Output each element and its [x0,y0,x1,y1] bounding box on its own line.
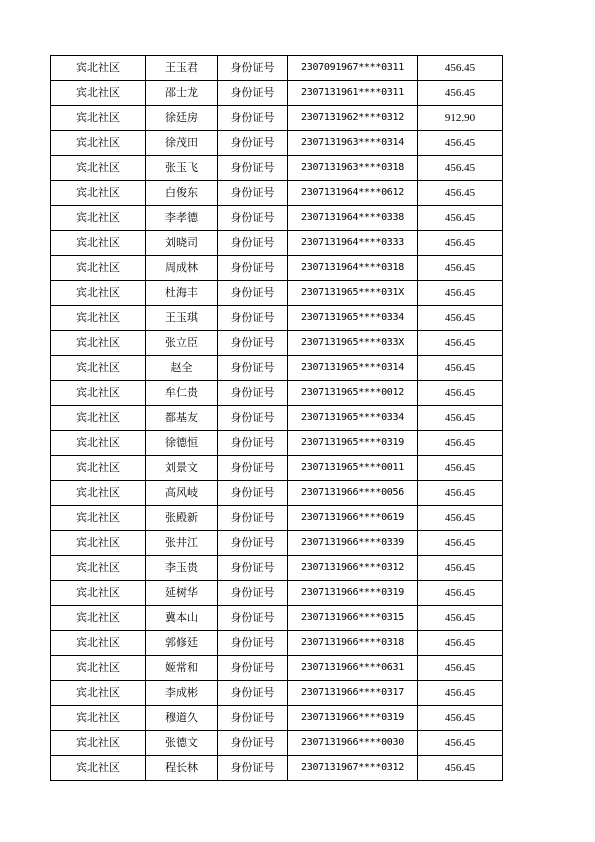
id-type-cell: 身份证号 [218,406,288,431]
table-row [51,731,503,756]
amount-cell: 456.45 [418,331,503,356]
name-cell: 刘晓司 [146,231,218,256]
id-number-cell: 2307131964****0338 [288,206,418,231]
id-type-cell: 身份证号 [218,606,288,631]
community-cell: 宾北社区 [51,206,146,231]
id-number-cell: 2307131967****0312 [288,756,418,781]
id-type-cell: 身份证号 [218,681,288,706]
amount-cell: 456.45 [418,231,503,256]
community-cell: 宾北社区 [51,306,146,331]
name-cell: 张殿新 [146,506,218,531]
community-cell: 宾北社区 [51,581,146,606]
name-cell: 延树华 [146,581,218,606]
community-cell: 宾北社区 [51,456,146,481]
table-row [51,106,503,131]
amount-cell: 456.45 [418,406,503,431]
name-cell: 邵士龙 [146,81,218,106]
community-cell: 宾北社区 [51,656,146,681]
amount-cell: 456.45 [418,556,503,581]
id-number-cell: 2307131964****0333 [288,231,418,256]
name-cell: 高风岐 [146,481,218,506]
table-body [51,56,503,781]
amount-cell: 456.45 [418,156,503,181]
community-cell: 宾北社区 [51,381,146,406]
table-row [51,706,503,731]
id-type-cell: 身份证号 [218,656,288,681]
id-number-cell: 2307131965****0319 [288,431,418,456]
table-row [51,131,503,156]
table-row [51,181,503,206]
table-row [51,431,503,456]
table-row [51,556,503,581]
id-type-cell: 身份证号 [218,481,288,506]
community-cell: 宾北社区 [51,181,146,206]
amount-cell: 456.45 [418,631,503,656]
id-number-cell: 2307131965****0012 [288,381,418,406]
amount-cell: 456.45 [418,381,503,406]
name-cell: 穆道久 [146,706,218,731]
id-type-cell: 身份证号 [218,106,288,131]
id-type-cell: 身份证号 [218,581,288,606]
id-type-cell: 身份证号 [218,456,288,481]
id-number-cell: 2307131965****0314 [288,356,418,381]
community-cell: 宾北社区 [51,131,146,156]
id-number-cell: 2307131965****0011 [288,456,418,481]
name-cell: 李玉贵 [146,556,218,581]
id-type-cell: 身份证号 [218,131,288,156]
community-cell: 宾北社区 [51,256,146,281]
table-row [51,281,503,306]
name-cell: 李孝德 [146,206,218,231]
community-cell: 宾北社区 [51,506,146,531]
id-type-cell: 身份证号 [218,631,288,656]
id-number-cell: 2307091967****0311 [288,56,418,81]
id-type-cell: 身份证号 [218,156,288,181]
name-cell: 程长林 [146,756,218,781]
id-number-cell: 2307131966****0319 [288,706,418,731]
id-type-cell: 身份证号 [218,206,288,231]
community-cell: 宾北社区 [51,56,146,81]
table-row [51,206,503,231]
table-row [51,406,503,431]
id-number-cell: 2307131966****0315 [288,606,418,631]
community-cell: 宾北社区 [51,356,146,381]
subsidy-table [50,55,503,781]
table-row [51,231,503,256]
table-row [51,481,503,506]
community-cell: 宾北社区 [51,156,146,181]
id-number-cell: 2307131966****0030 [288,731,418,756]
name-cell: 张立臣 [146,331,218,356]
table-row [51,381,503,406]
name-cell: 姬常和 [146,656,218,681]
id-type-cell: 身份证号 [218,281,288,306]
table-row [51,581,503,606]
table-row [51,356,503,381]
name-cell: 王玉琪 [146,306,218,331]
id-type-cell: 身份证号 [218,731,288,756]
name-cell: 赵全 [146,356,218,381]
amount-cell: 456.45 [418,131,503,156]
name-cell: 周成林 [146,256,218,281]
table-row [51,656,503,681]
name-cell: 冀本山 [146,606,218,631]
name-cell: 张德文 [146,731,218,756]
amount-cell: 456.45 [418,181,503,206]
amount-cell: 456.45 [418,81,503,106]
community-cell: 宾北社区 [51,556,146,581]
community-cell: 宾北社区 [51,631,146,656]
table-row [51,631,503,656]
community-cell: 宾北社区 [51,531,146,556]
name-cell: 牟仁贵 [146,381,218,406]
community-cell: 宾北社区 [51,81,146,106]
amount-cell: 456.45 [418,306,503,331]
name-cell: 刘景文 [146,456,218,481]
id-type-cell: 身份证号 [218,756,288,781]
amount-cell: 456.45 [418,681,503,706]
amount-cell: 456.45 [418,356,503,381]
id-number-cell: 2307131966****0619 [288,506,418,531]
id-number-cell: 2307131966****0339 [288,531,418,556]
id-type-cell: 身份证号 [218,181,288,206]
amount-cell: 456.45 [418,606,503,631]
id-number-cell: 2307131964****0318 [288,256,418,281]
amount-cell: 456.45 [418,56,503,81]
name-cell: 都基友 [146,406,218,431]
table-row [51,756,503,781]
table-row [51,256,503,281]
table-row [51,56,503,81]
name-cell: 杜海丰 [146,281,218,306]
community-cell: 宾北社区 [51,231,146,256]
id-type-cell: 身份证号 [218,556,288,581]
community-cell: 宾北社区 [51,756,146,781]
table-row [51,81,503,106]
id-type-cell: 身份证号 [218,231,288,256]
community-cell: 宾北社区 [51,281,146,306]
community-cell: 宾北社区 [51,431,146,456]
table-row [51,681,503,706]
id-type-cell: 身份证号 [218,356,288,381]
name-cell: 徐茂田 [146,131,218,156]
name-cell: 徐廷房 [146,106,218,131]
amount-cell: 456.45 [418,206,503,231]
id-type-cell: 身份证号 [218,506,288,531]
id-type-cell: 身份证号 [218,81,288,106]
id-type-cell: 身份证号 [218,331,288,356]
amount-cell: 456.45 [418,431,503,456]
id-number-cell: 2307131966****0056 [288,481,418,506]
amount-cell: 456.45 [418,281,503,306]
id-number-cell: 2307131961****0311 [288,81,418,106]
community-cell: 宾北社区 [51,681,146,706]
id-type-cell: 身份证号 [218,706,288,731]
table-row [51,531,503,556]
amount-cell: 456.45 [418,706,503,731]
id-type-cell: 身份证号 [218,431,288,456]
id-type-cell: 身份证号 [218,531,288,556]
id-number-cell: 2307131963****0314 [288,131,418,156]
id-number-cell: 2307131966****0631 [288,656,418,681]
community-cell: 宾北社区 [51,406,146,431]
name-cell: 张玉飞 [146,156,218,181]
amount-cell: 456.45 [418,531,503,556]
id-type-cell: 身份证号 [218,381,288,406]
amount-cell: 456.45 [418,731,503,756]
table-row [51,156,503,181]
id-number-cell: 2307131963****0318 [288,156,418,181]
id-number-cell: 2307131966****0312 [288,556,418,581]
table-row [51,506,503,531]
amount-cell: 912.90 [418,106,503,131]
id-type-cell: 身份证号 [218,256,288,281]
name-cell: 张井江 [146,531,218,556]
id-type-cell: 身份证号 [218,306,288,331]
amount-cell: 456.45 [418,456,503,481]
id-type-cell: 身份证号 [218,56,288,81]
id-number-cell: 2307131965****033X [288,331,418,356]
amount-cell: 456.45 [418,506,503,531]
name-cell: 徐德恒 [146,431,218,456]
name-cell: 白俊东 [146,181,218,206]
community-cell: 宾北社区 [51,106,146,131]
id-number-cell: 2307131965****0334 [288,406,418,431]
id-number-cell: 2307131964****0612 [288,181,418,206]
name-cell: 李成彬 [146,681,218,706]
name-cell: 郭修廷 [146,631,218,656]
amount-cell: 456.45 [418,481,503,506]
id-number-cell: 2307131966****0317 [288,681,418,706]
id-number-cell: 2307131962****0312 [288,106,418,131]
table-row [51,606,503,631]
table-row [51,306,503,331]
id-number-cell: 2307131966****0318 [288,631,418,656]
community-cell: 宾北社区 [51,706,146,731]
community-cell: 宾北社区 [51,731,146,756]
amount-cell: 456.45 [418,581,503,606]
id-number-cell: 2307131966****0319 [288,581,418,606]
community-cell: 宾北社区 [51,331,146,356]
id-number-cell: 2307131965****0334 [288,306,418,331]
id-number-cell: 2307131965****031X [288,281,418,306]
amount-cell: 456.45 [418,256,503,281]
community-cell: 宾北社区 [51,481,146,506]
table-row [51,456,503,481]
name-cell: 王玉君 [146,56,218,81]
amount-cell: 456.45 [418,756,503,781]
table-row [51,331,503,356]
community-cell: 宾北社区 [51,606,146,631]
amount-cell: 456.45 [418,656,503,681]
